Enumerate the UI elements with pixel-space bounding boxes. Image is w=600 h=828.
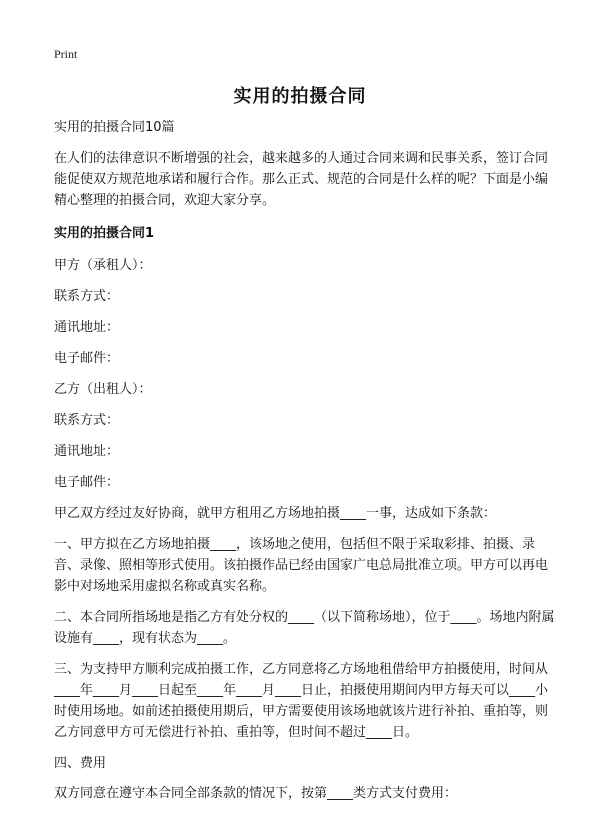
party-b-label: 乙方（出租人）： (54, 382, 152, 397)
clause-2: 二、本合同所指场地是指乙方有处分权的____（以下简称场地），位于____。场地内附属设施有____，现有状态为____。 (54, 610, 555, 646)
party-b-email: 电子邮件： (54, 475, 120, 490)
party-a-contact: 联系方式： (54, 289, 120, 304)
party-b-contact: 联系方式： (54, 413, 120, 428)
party-a-label: 甲方（承租人）： (54, 258, 152, 273)
print-link[interactable]: Print (54, 47, 78, 61)
agreement-paragraph: 甲乙双方经过友好协商，就甲方租用乙方场地拍摄____一事，达成如下条款： (54, 506, 497, 521)
document-body (54, 117, 560, 814)
clause-3: 三、为支持甲方顺利完成拍摄工作，乙方同意将乙方场地租借给甲方拍摄使用，时间从____年____月____日起至____年____月____日止，拍摄使用期间内甲方每天可以____小时使用场地。如前述拍摄使用期后，甲方需要使用该场地就该片进行补拍、重拍等，则乙方同意甲方可无偿进行补拍、重拍等，但时间不超过____日。 (54, 662, 549, 740)
document-subtitle: 实用的拍摄合同10篇 (54, 120, 175, 135)
section-heading: 实用的拍摄合同1 (54, 226, 155, 241)
page-title: 实用的拍摄合同 (233, 86, 367, 107)
party-a-email: 电子邮件： (54, 351, 120, 366)
party-a-address: 通讯地址： (54, 320, 120, 335)
clause-4-body: 双方同意在遵守本合同全部条款的情况下，按第____类方式支付费用： (54, 786, 458, 801)
party-b-address: 通讯地址： (54, 444, 120, 459)
intro-paragraph: 在人们的法律意识不断增强的社会，越来越多的人通过合同来调和民事关系，签订合同能促使双方规范地承诺和履行合作。那么正式、规范的合同是什么样的呢？下面是小编精心整理的拍摄合同，欢迎大家分享。 (54, 151, 549, 208)
clause-4-heading: 四、费用 (54, 756, 107, 771)
clause-1: 一、甲方拟在乙方场地拍摄____，该场地之使用，包括但不限于采取彩排、拍摄、录音、录像、照相等形式使用。该拍摄作品已经由国家广电总局批准立项。甲方可以再电影中对场地采用虚拟名称或真实名称。 (54, 537, 549, 594)
